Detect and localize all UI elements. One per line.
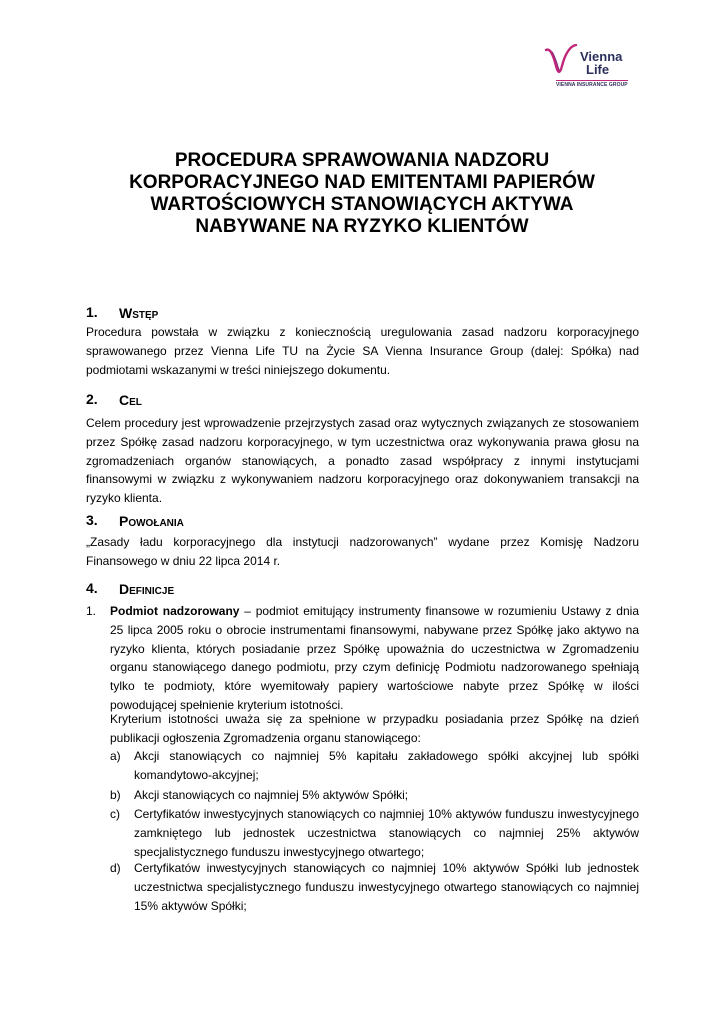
definition-term: Podmiot nadzorowany: [110, 604, 240, 618]
list-marker: b): [110, 788, 121, 802]
criterion-item: Certyfikatów inwestycyjnych stanowiących co najmniej 10% aktywów funduszu inwestycyjnego zamkniętego lub jednostek uczestnictwa stanowiących co najmniej 25% aktywów specjalistycznego funduszu inwestycyjnego otwartego;: [134, 807, 639, 859]
definition-item: [110, 602, 639, 715]
title-line: WARTOŚCIOWYCH STANOWIĄCYCH AKTYWA: [150, 194, 574, 215]
list-marker: d): [110, 861, 121, 875]
section-number: 4.: [86, 580, 98, 596]
list-marker: a): [110, 749, 121, 763]
section-number: 3.: [86, 512, 98, 528]
logo-name-line2: Life: [586, 62, 610, 77]
criterion-item: Certyfikatów inwestycyjnych stanowiących co najmniej 10% aktywów Spółki lub jednostek uczestnictwa specjalistycznego funduszu inwestycyjnego otwartego stanowiących co najmniej 15% aktywów Spółki;: [134, 861, 639, 913]
document-title: [80, 150, 644, 238]
section-text-wstep: Procedura powstała w związku z koniecznością uregulowania zasad nadzoru korporacyjnego sprawowanego przez Vienna Life TU na Życie SA Vienna Insurance Group (dalej: Spółka) nad podmiotami wskazanymi w treści niniejszego dokumentu.: [86, 325, 639, 377]
section-number: 2.: [86, 391, 98, 407]
company-logo: [544, 42, 634, 90]
criterion-text: Kryterium istotności uważa się za spełnione w przypadku posiadania przez Spółkę na dzień publikacji ogłoszenia Zgromadzenia organu stanowiącego:: [110, 712, 639, 745]
section-number: 1.: [86, 304, 98, 320]
title-line: KORPORACYJNEGO NAD EMITENTAMI PAPIERÓW: [129, 172, 595, 193]
title-line: PROCEDURA SPRAWOWANIA NADZORU: [174, 150, 550, 171]
definition-text: – podmiot emitujący instrumenty finansowe w rozumieniu Ustawy z dnia 25 lipca 2005 roku o obrocie instrumentami finansowymi, nabywane przez Spółkę jako aktywo na ryzyko klienta, których posiadanie przez Spółkę upoważnia do uczestnictwa w Zgromadzeniu organu stanowiącego danego podmiotu, przy czym definicję Podmiotu nadzorowanego spełniają tylko te podmioty, które wyemitowały papiery wartościowe nabyte przez Spółkę w ilości powodującej spełnienie kryterium istotności.: [110, 604, 639, 712]
section-title: Wstęp: [119, 305, 159, 321]
list-marker: 1.: [86, 604, 97, 618]
logo-name-line1: Vienna: [580, 49, 623, 64]
list-marker: c): [110, 807, 120, 821]
logo-tagline: VIENNA INSURANCE GROUP: [556, 82, 628, 88]
criterion-item: Akcji stanowiących co najmniej 5% aktywów Spółki;: [134, 788, 409, 802]
section-title: Definicje: [119, 581, 175, 597]
vienna-life-logo-mark: [544, 44, 580, 78]
section-title: Powołania: [119, 513, 184, 529]
section-text-cel: Celem procedury jest wprowadzenie przejrzystych zasad oraz wytycznych związanych ze stosowaniem przez Spółkę zasad nadzoru korporacyjnego, w tym uczestnictwa oraz wykonywania prawa głosu na zgromadzeniach organów stanowiących, a ponadto zasad współpracy z innymi instytucjami finansowymi w związku z wykonywaniem nadzoru korporacyjnego oraz dokonywaniem transakcji na ryzyko klienta.: [86, 416, 639, 506]
section-title: Cel: [119, 392, 142, 408]
section-text-powolania: „Zasady ładu korporacyjnego dla instytucji nadzorowanych” wydane przez Komisję Nadzoru Finansowego w dniu 22 lipca 2014 r.: [86, 535, 639, 568]
criterion-item: Akcji stanowiących co najmniej 5% kapitału zakładowego spółki akcyjnej lub spółki komandytowo-akcyjnej;: [134, 749, 639, 782]
title-line: NABYWANE NA RYZYKO KLIENTÓW: [195, 216, 529, 237]
